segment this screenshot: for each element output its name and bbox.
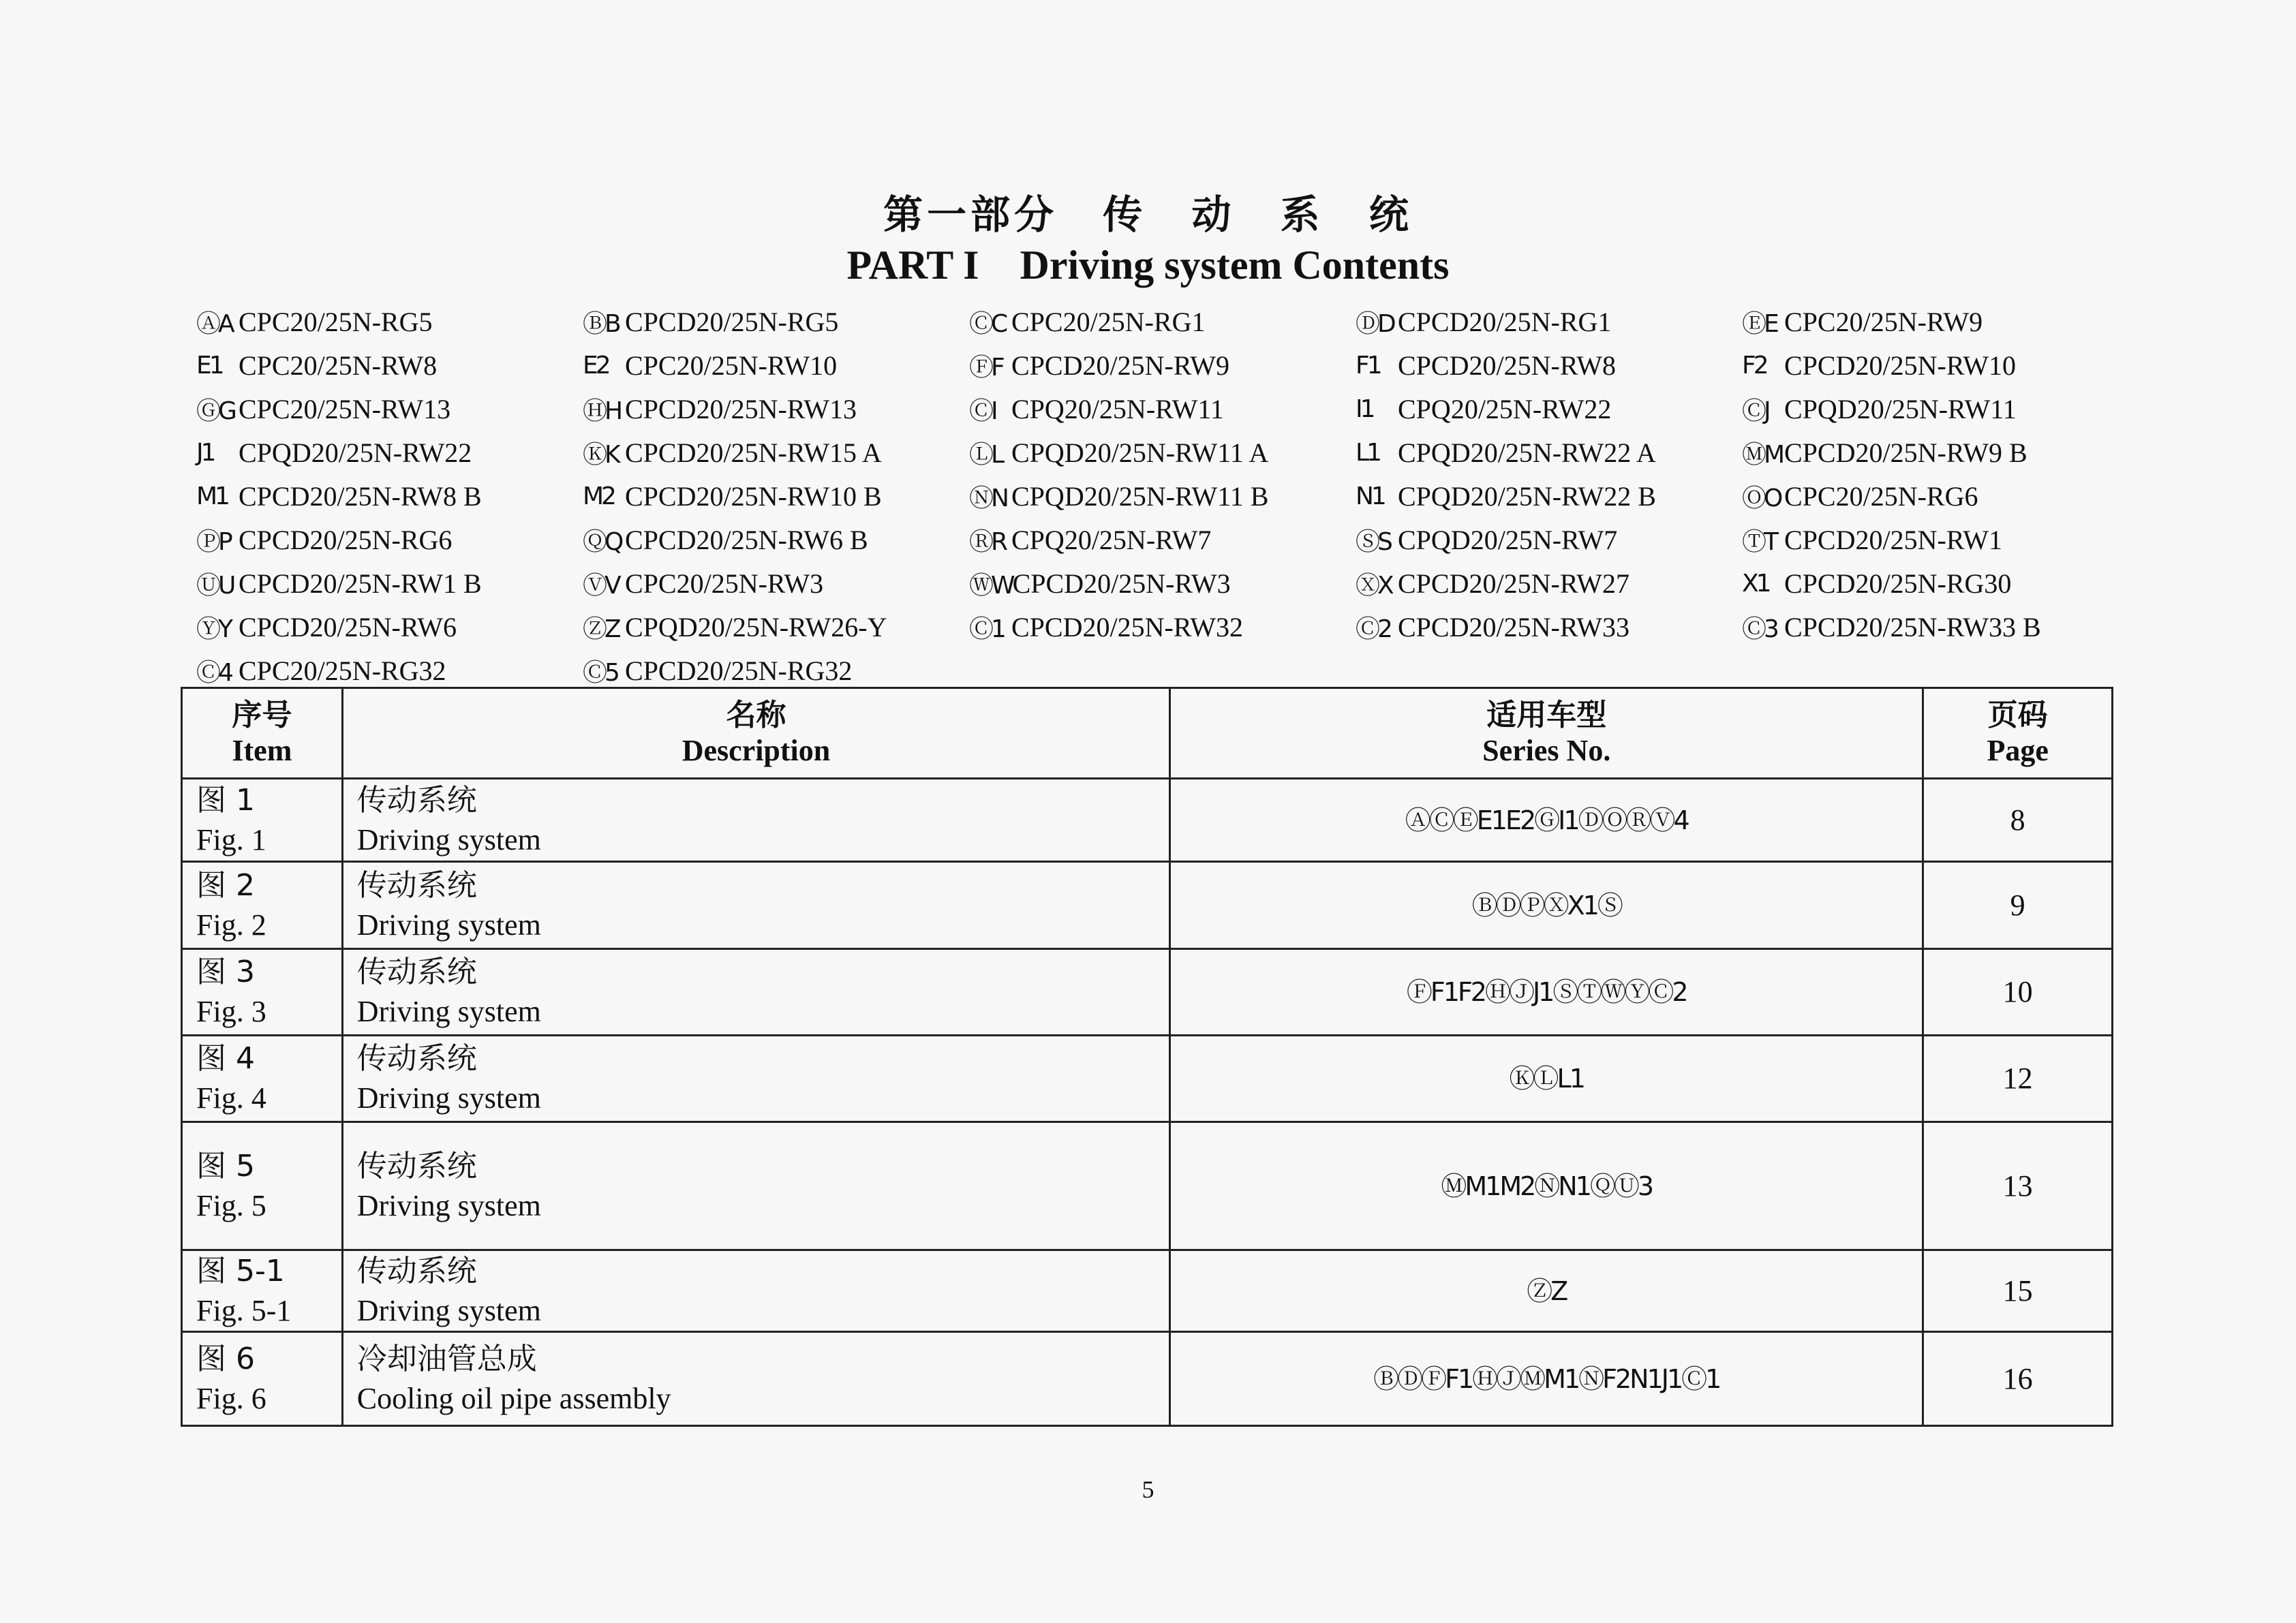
model-code: ⓁL: [969, 440, 1002, 469]
model-item: [1742, 343, 2128, 387]
model-item: [1356, 474, 1742, 518]
model-item: [1742, 561, 2128, 605]
model-name: CPCD20/25N-RW1 B: [239, 568, 482, 599]
series-cell: ⒷⒹⒻF1ⒽⒿⓂM1ⓃF2N1J1Ⓒ1: [1170, 1332, 1923, 1426]
model-code: ⓏZ: [583, 615, 619, 643]
model-code: ⓆQ: [583, 527, 622, 556]
model-code: ⓊU: [196, 571, 234, 600]
model-name: CPCD20/25N-RW6: [239, 611, 457, 643]
model-name: CPQD20/25N-RW11: [1784, 393, 2017, 424]
model-name: CPCD20/25N-RW9 B: [1784, 437, 2027, 468]
model-item: [1742, 518, 2128, 561]
model-item: [1356, 518, 1742, 561]
model-item: [583, 343, 969, 387]
model-name: CPCD20/25N-RW33: [1398, 611, 1630, 643]
model-item: [969, 387, 1356, 431]
model-item: [196, 561, 583, 605]
model-code: J1: [196, 438, 214, 467]
model-code: M2: [583, 482, 614, 510]
table-row: [182, 779, 2113, 862]
page-cell: 8: [1923, 779, 2113, 862]
model-item: [583, 605, 969, 649]
model-name: CPQD20/25N-RW7: [1398, 524, 1618, 555]
page-cell: 13: [1923, 1122, 2113, 1250]
model-code: ⒻF: [969, 353, 1002, 382]
model-code: ⓄO: [1742, 484, 1781, 512]
model-name: CPCD20/25N-RG6: [239, 524, 453, 555]
model-item: [969, 518, 1356, 561]
header-series: 适用车型 Series No.: [1170, 688, 1923, 779]
page-cell: 12: [1923, 1036, 2113, 1122]
model-name: CPC20/25N-RG32: [239, 655, 446, 686]
series-cell: ⓂM1M2ⓃN1ⓆⓊ3: [1170, 1122, 1923, 1250]
model-code: ⓈS: [1356, 527, 1390, 556]
model-item: [1742, 474, 2128, 518]
model-item: [196, 649, 583, 692]
contents-table: [181, 687, 2113, 1427]
description-cell: 传动系统 Driving system: [342, 1036, 1169, 1122]
table-row: [182, 1250, 2113, 1332]
model-item: [969, 300, 1356, 343]
model-item: [583, 561, 969, 605]
model-code: ⓌW: [969, 571, 1013, 600]
series-cell: ⒷⒹⓅⓍX1Ⓢ: [1170, 862, 1923, 949]
model-name: CPCD20/25N-RW9: [1011, 350, 1230, 381]
model-code: ⒼG: [196, 397, 234, 425]
model-name: CPQD20/25N-RW26-Y: [625, 611, 887, 643]
model-code: ⒸI: [969, 397, 996, 425]
model-code: ⒹD: [1356, 309, 1394, 338]
model-code: ⓇR: [969, 527, 1006, 556]
table-row: [182, 1036, 2113, 1122]
model-name: CPQD20/25N-RW11 B: [1011, 480, 1269, 512]
model-name: CPQ20/25N-RW11: [1011, 393, 1224, 424]
page-cell: 15: [1923, 1250, 2113, 1332]
model-item: [969, 474, 1356, 518]
model-name: CPQ20/25N-RW22: [1398, 393, 1612, 424]
item-cell: 图 5-1 Fig. 5-1: [182, 1250, 343, 1332]
table-row: [182, 862, 2113, 949]
model-item: [196, 431, 583, 474]
model-item: [583, 431, 969, 474]
model-code: ⓎY: [196, 615, 230, 643]
model-name: CPQ20/25N-RW7: [1011, 524, 1212, 555]
series-cell: ⒻF1F2ⒽⒿJ1ⓈⓉⓌⓎⒸ2: [1170, 949, 1923, 1036]
header-item: 序号 Item: [182, 688, 343, 779]
model-name: CPCD20/25N-RW1: [1784, 524, 2003, 555]
model-code: ⒸC: [969, 309, 1006, 338]
page-title-chinese: 第一部分 传 动 系 统: [883, 191, 1413, 238]
model-code: ⓉT: [1742, 527, 1776, 556]
model-item: [583, 649, 969, 692]
model-name: CPCD20/25N-RW27: [1398, 568, 1630, 599]
description-cell: 传动系统 Driving system: [342, 1122, 1169, 1250]
model-name: CPCD20/25N-RW10 B: [625, 480, 882, 512]
model-code: Ⓒ3: [1742, 615, 1777, 643]
model-item: [583, 474, 969, 518]
model-item: [1742, 431, 2128, 474]
model-item: [196, 518, 583, 561]
page-cell: 10: [1923, 949, 2113, 1036]
series-cell: ⓏZ: [1170, 1250, 1923, 1332]
header-description: 名称 Description: [342, 688, 1169, 779]
page-cell: 16: [1923, 1332, 2113, 1426]
model-name: CPQD20/25N-RW22: [239, 437, 472, 468]
model-name: CPC20/25N-RW13: [239, 393, 451, 424]
page-number: 5: [1142, 1476, 1154, 1503]
model-item: [969, 605, 1356, 649]
model-code: Ⓒ2: [1356, 615, 1390, 643]
item-cell: 图 5 Fig. 5: [182, 1122, 343, 1250]
model-item: [196, 387, 583, 431]
model-name: CPC20/25N-RG1: [1011, 306, 1206, 337]
model-name: CPCD20/25N-RW32: [1011, 611, 1244, 643]
model-code: ⓂM: [1742, 440, 1783, 469]
model-item: [969, 343, 1356, 387]
model-list: [196, 300, 2098, 692]
model-item: [969, 561, 1356, 605]
table-row: [182, 1332, 2113, 1426]
model-name: CPCD20/25N-RW6 B: [625, 524, 868, 555]
page-title-english: PART I Driving system Contents: [846, 243, 1450, 288]
model-name: CPCD20/25N-RW8 B: [239, 480, 482, 512]
model-item: [1742, 387, 2128, 431]
model-item: [583, 518, 969, 561]
model-name: CPC20/25N-RW9: [1784, 306, 1983, 337]
item-cell: 图 3 Fig. 3: [182, 949, 343, 1036]
table-header-row: [182, 688, 2113, 779]
model-item: [583, 300, 969, 343]
model-code: ⒽH: [583, 397, 621, 425]
model-name: CPCD20/25N-RW3: [1012, 568, 1231, 599]
model-code: N1: [1356, 482, 1384, 510]
model-code: ⒸJ: [1742, 397, 1769, 425]
model-name: CPC20/25N-RW8: [239, 350, 438, 381]
model-name: CPCD20/25N-RW15 A: [625, 437, 882, 468]
model-name: CPCD20/25N-RG1: [1398, 306, 1612, 337]
model-name: CPQD20/25N-RW11 A: [1011, 437, 1269, 468]
model-code: X1: [1742, 569, 1769, 598]
model-name: CPCD20/25N-RW10: [1784, 350, 2017, 381]
model-name: CPCD20/25N-RW33 B: [1784, 611, 2041, 643]
model-item: [196, 300, 583, 343]
model-code: L1: [1356, 438, 1379, 467]
model-item: [1356, 343, 1742, 387]
model-item: [1742, 605, 2128, 649]
series-cell: ⓀⓁL1: [1170, 1036, 1923, 1122]
model-item: [196, 474, 583, 518]
header-page: 页码 Page: [1923, 688, 2113, 779]
description-cell: 冷却油管总成 Cooling oil pipe assembly: [342, 1332, 1169, 1426]
model-code: ⒷB: [583, 309, 619, 338]
model-item: [969, 431, 1356, 474]
table-row: [182, 1122, 2113, 1250]
page-cell: 9: [1923, 862, 2113, 949]
item-cell: 图 1 Fig. 1: [182, 779, 343, 862]
model-name: CPC20/25N-RW3: [625, 568, 824, 599]
model-code: Ⓒ4: [196, 658, 231, 687]
model-name: CPC20/25N-RW10: [625, 350, 838, 381]
item-cell: 图 4 Fig. 4: [182, 1036, 343, 1122]
model-code: ⓅP: [196, 527, 230, 556]
item-cell: 图 6 Fig. 6: [182, 1332, 343, 1426]
model-item: [1356, 300, 1742, 343]
description-cell: 传动系统 Driving system: [342, 1250, 1169, 1332]
model-name: CPQD20/25N-RW22 A: [1398, 437, 1656, 468]
model-code: F2: [1742, 351, 1766, 380]
series-cell: ⒶⒸⒺE1E2ⒼI1ⒹⓄⓇⓋ4: [1170, 779, 1923, 862]
description-cell: 传动系统 Driving system: [342, 949, 1169, 1036]
model-code: E2: [583, 351, 609, 380]
model-name: CPCD20/25N-RW13: [625, 393, 857, 424]
model-item: [1356, 387, 1742, 431]
model-code: ⓋV: [583, 571, 619, 600]
model-item: [1356, 431, 1742, 474]
model-name: CPCD20/25N-RG32: [625, 655, 853, 686]
model-name: CPCD20/25N-RG30: [1784, 568, 2012, 599]
model-name: CPQD20/25N-RW22 B: [1398, 480, 1656, 512]
model-item: [1356, 561, 1742, 605]
model-code: E1: [196, 351, 222, 380]
item-cell: 图 2 Fig. 2: [182, 862, 343, 949]
model-item: [196, 605, 583, 649]
model-name: CPC20/25N-RG5: [239, 306, 433, 337]
description-cell: 传动系统 Driving system: [342, 862, 1169, 949]
table-row: [182, 949, 2113, 1036]
model-name: CPCD20/25N-RG5: [625, 306, 839, 337]
model-code: ⓃN: [969, 484, 1007, 512]
model-item: [1742, 300, 2128, 343]
model-item: [196, 343, 583, 387]
model-code: Ⓒ1: [969, 615, 1004, 643]
model-item: [583, 387, 969, 431]
model-name: CPCD20/25N-RW8: [1398, 350, 1617, 381]
model-code: ⒶA: [196, 309, 232, 338]
description-cell: 传动系统 Driving system: [342, 779, 1169, 862]
model-code: ⒺE: [1742, 309, 1777, 338]
model-code: ⓍX: [1356, 571, 1392, 600]
model-code: F1: [1356, 351, 1380, 380]
model-code: Ⓒ5: [583, 658, 617, 687]
model-code: M1: [196, 482, 228, 510]
model-name: CPC20/25N-RG6: [1784, 480, 1978, 512]
model-code: ⓀK: [583, 440, 618, 469]
model-item: [1356, 605, 1742, 649]
model-code: I1: [1356, 395, 1373, 423]
